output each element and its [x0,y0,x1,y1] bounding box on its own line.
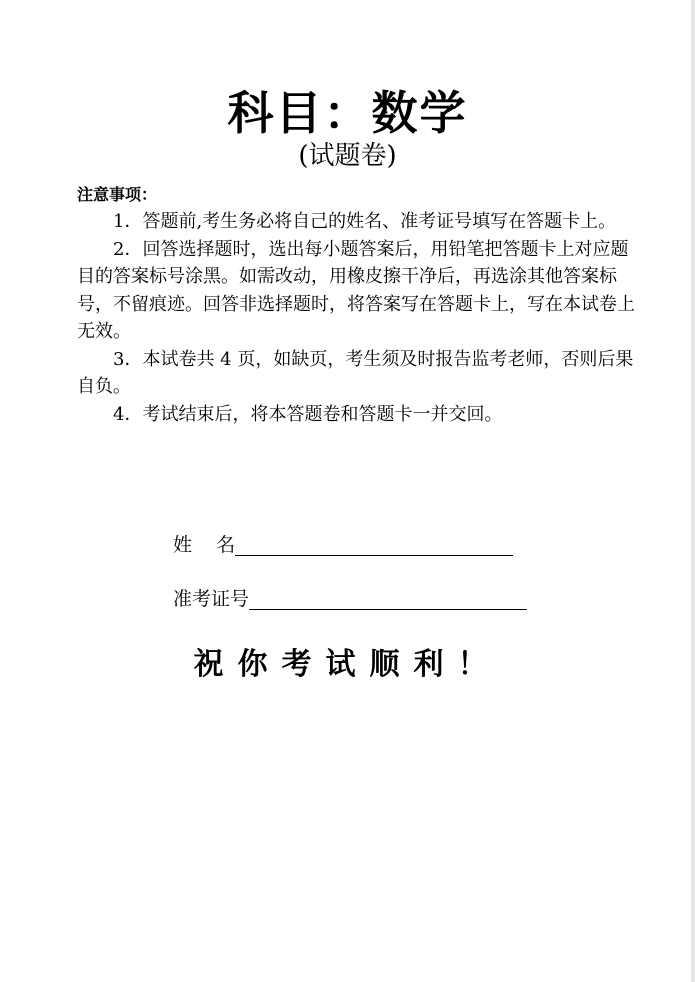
notice-heading: 注意事项： [77,185,158,204]
notice-item-4: 4．考试结束后，将本答题卷和答题卡一并交回。 [113,403,503,425]
exam-id-field-row [173,586,527,612]
paper-type-subtitle: (试题卷) [298,141,397,171]
name-label: 姓 名 [173,534,236,556]
notice-item-3: 3．本试卷共 4 页，如缺页，考生须及时报告监考老师，否则后果自负。 [77,348,634,397]
name-field-row [173,532,513,558]
notice-item-2: 2．回答选择题时，选出每小题答案后，用铅笔把答题卡上对应题目的答案标号涂黑。如需改动，用橡皮擦干净后，再选涂其他答案标号，不留痕迹。回答非选择题时，将答案写在答题卡上，写在本试卷上无效。 [77,238,635,342]
exam-id-blank-line [249,608,527,610]
subject-title: 科目：数学 [227,86,468,140]
notice-item-1: 1．答题前,考生务必将自己的姓名、准考证号填写在答题卡上。 [113,211,617,232]
good-luck-message: 祝你考试顺利！ [193,647,502,682]
name-blank-line [235,554,513,556]
exam-id-label: 准考证号 [173,588,250,610]
notice-list [77,208,637,428]
